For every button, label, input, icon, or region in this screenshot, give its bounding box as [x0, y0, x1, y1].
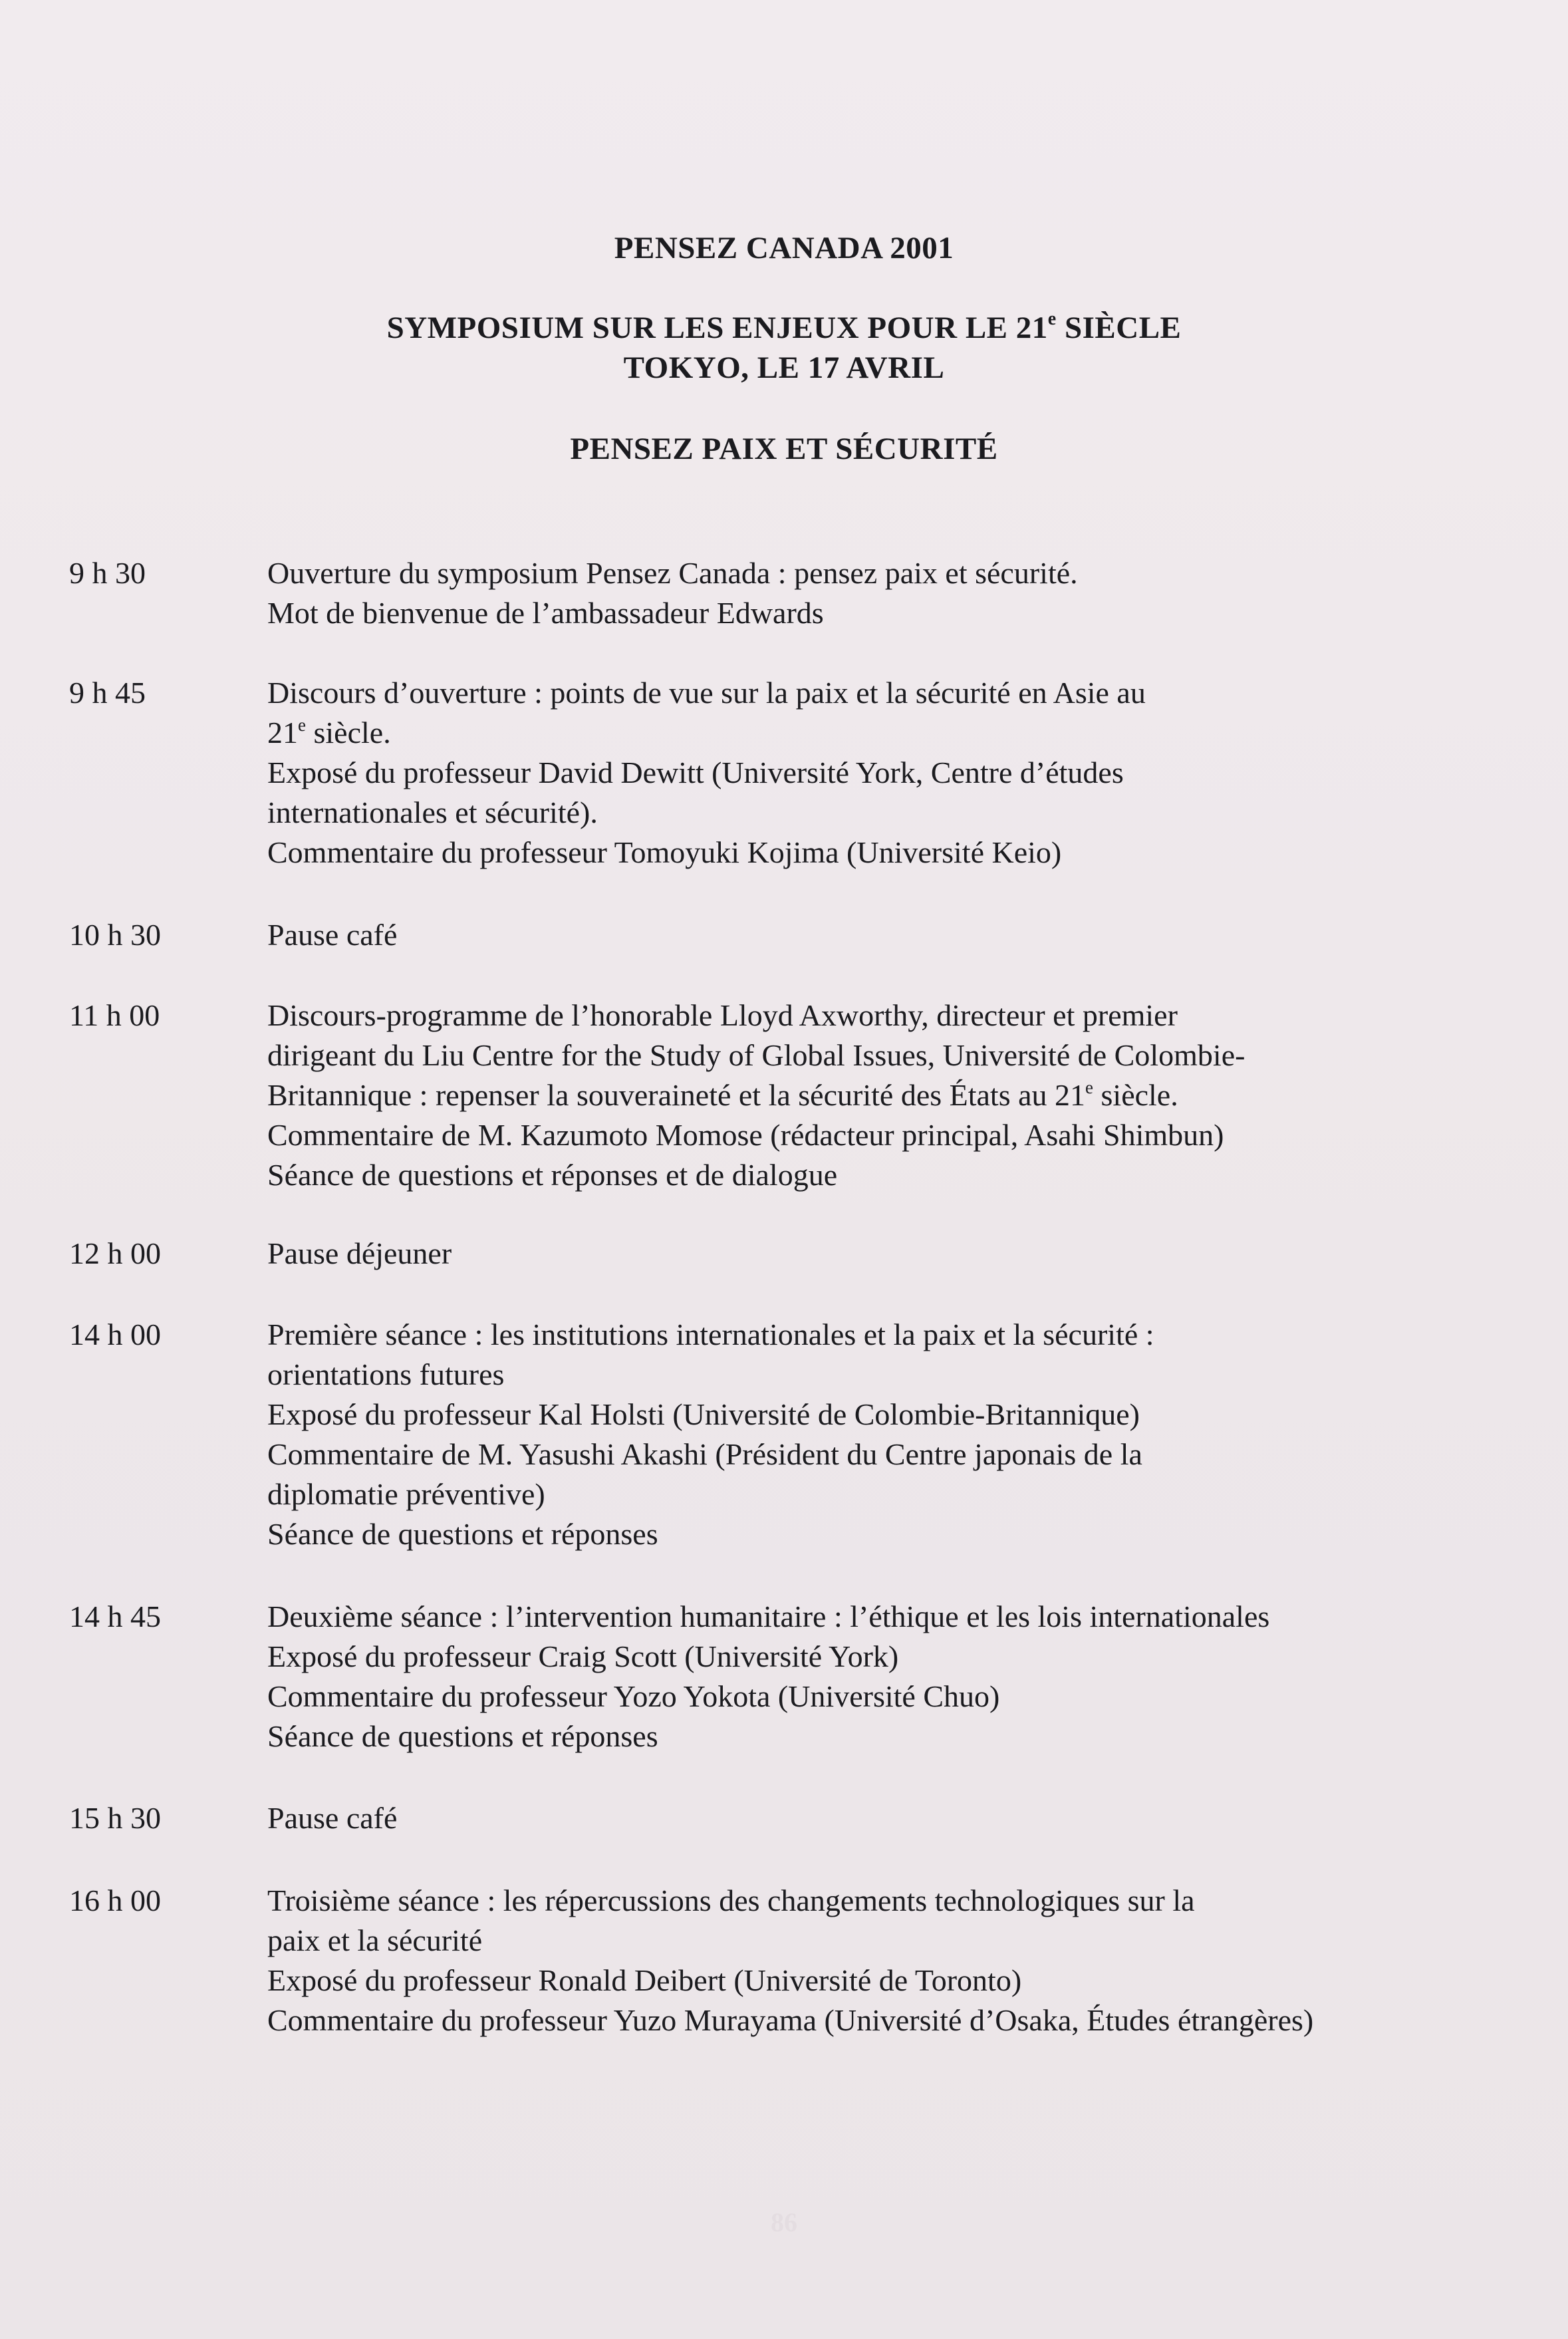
- entry-line-text: siècle.: [313, 716, 391, 750]
- entry-line: Pause déjeuner: [267, 1236, 452, 1270]
- entry-line: Exposé du professeur Craig Scott (Université York): [267, 1639, 899, 1673]
- entry-time: 9 h 45: [69, 676, 146, 710]
- entry-line: Séance de questions et réponses: [267, 1517, 658, 1551]
- entry-line: Commentaire de M. Kazumoto Momose (rédacteur principal, Asahi Shimbun): [267, 1118, 1224, 1152]
- entry-line: Discours-programme de l’honorable Lloyd Axworthy, directeur et premier: [267, 998, 1178, 1032]
- entry-description: [267, 915, 1531, 955]
- entry-line: [267, 1075, 1531, 1115]
- entry-time: 9 h 30: [69, 556, 146, 590]
- century-superscript: e: [298, 715, 306, 735]
- entry-line: Commentaire du professeur Tomoyuki Kojima (Université Keio): [267, 835, 1062, 869]
- document-title: PENSEZ CANADA 2001: [614, 231, 954, 265]
- entry-line: [267, 713, 1531, 753]
- entry-line: Commentaire du professeur Yuzo Murayama (Université d’Osaka, Études étrangères): [267, 2003, 1314, 2037]
- entry-description: [267, 673, 1531, 873]
- entry-time: 16 h 00: [69, 1883, 161, 1917]
- entry-description: [267, 1881, 1531, 2040]
- entry-time: 12 h 00: [69, 1236, 161, 1270]
- entry-time: 14 h 00: [69, 1317, 161, 1351]
- entry-description: [267, 553, 1531, 633]
- entry-line-suffix: siècle.: [1093, 1078, 1178, 1112]
- entry-line: Première séance : les institutions internationales et la paix et la sécurité :: [267, 1317, 1154, 1351]
- entry-line: Commentaire du professeur Yozo Yokota (Université Chuo): [267, 1679, 1000, 1713]
- entry-line: Exposé du professeur David Dewitt (Université York, Centre d’études: [267, 756, 1124, 789]
- entry-description: [267, 1234, 1531, 1274]
- entry-line: diplomatie préventive): [267, 1477, 545, 1511]
- entry-line: orientations futures: [267, 1357, 505, 1391]
- symposium-heading-superscript: e: [1047, 309, 1057, 329]
- entry-line: Mot de bienvenue de l’ambassadeur Edwards: [267, 596, 824, 630]
- entry-line: Pause café: [267, 1801, 398, 1835]
- entry-line: dirigeant du Liu Centre for the Study of Global Issues, Université de Colombie-: [267, 1038, 1245, 1072]
- entry-time: 11 h 00: [69, 998, 160, 1032]
- entry-time: 15 h 30: [69, 1801, 161, 1835]
- entry-time: 10 h 30: [69, 918, 161, 952]
- location-date-heading: TOKYO, LE 17 AVRIL: [623, 350, 945, 385]
- entry-line: Pause café: [267, 918, 398, 952]
- symposium-heading: [0, 309, 1568, 346]
- entry-description: [267, 1798, 1531, 1838]
- entry-line: Ouverture du symposium Pensez Canada : pensez paix et sécurité.: [267, 556, 1078, 590]
- century-superscript: e: [1085, 1077, 1094, 1097]
- entry-description: [267, 1315, 1531, 1554]
- entry-line: Séance de questions et réponses et de dialogue: [267, 1158, 838, 1192]
- entry-line: paix et la sécurité: [267, 1923, 483, 1957]
- entry-line: Deuxième séance : l’intervention humanitaire : l’éthique et les lois internationales: [267, 1599, 1270, 1633]
- entry-line: Séance de questions et réponses: [267, 1719, 658, 1753]
- entry-line: Troisième séance : les répercussions des changements technologiques sur la: [267, 1883, 1195, 1917]
- page-number: 86: [771, 2207, 797, 2237]
- entry-line: Exposé du professeur Kal Holsti (Université de Colombie-Britannique): [267, 1397, 1140, 1431]
- entry-line-text: Britannique : repenser la souveraineté et la sécurité des États au 21: [267, 1078, 1086, 1112]
- entry-line: internationales et sécurité).: [267, 795, 598, 829]
- century-number: 21: [267, 716, 298, 750]
- entry-line: Exposé du professeur Ronald Deibert (Université de Toronto): [267, 1963, 1022, 1997]
- theme-heading: PENSEZ PAIX ET SÉCURITÉ: [570, 432, 998, 466]
- entry-description: [267, 996, 1531, 1195]
- symposium-heading-suffix: SIÈCLE: [1056, 311, 1182, 345]
- symposium-heading-text: SYMPOSIUM SUR LES ENJEUX POUR LE 21: [386, 311, 1048, 345]
- entry-line: Commentaire de M. Yasushi Akashi (Président du Centre japonais de la: [267, 1437, 1142, 1471]
- entry-line: Discours d’ouverture : points de vue sur la paix et la sécurité en Asie au: [267, 676, 1146, 710]
- entry-description: [267, 1597, 1531, 1756]
- entry-time: 14 h 45: [69, 1599, 161, 1633]
